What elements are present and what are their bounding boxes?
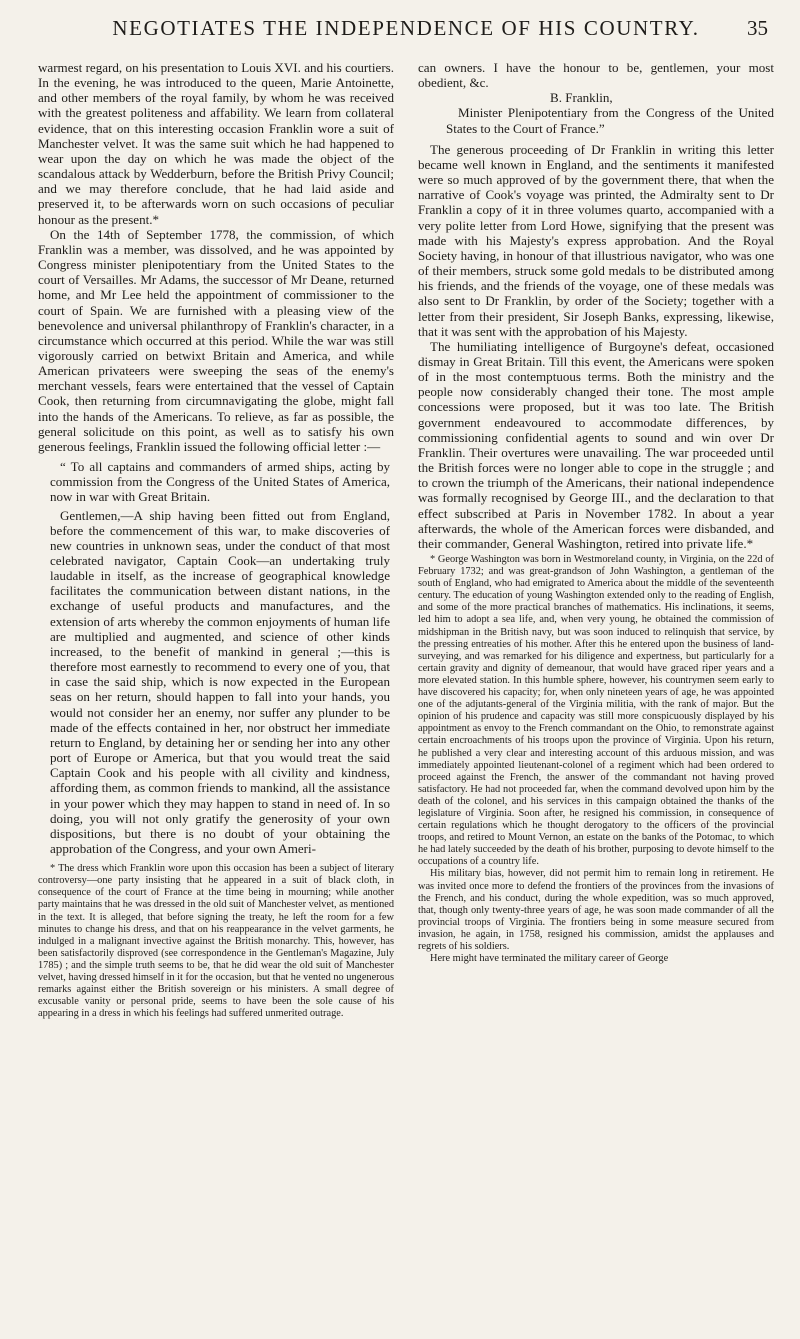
letter-body: Gentlemen,—A ship having been fitted out from England, before the commencement of this war, to make discoveries of new countries in unknown seas, under the conduct of that most celebrated navigator, Captain Cook—an undertaking truly laudable in itself, as the increase of geographical knowledge facilitates the communication between distant nations, in the exchange of useful products and manufactures, and the extension of arts whereby the common enjoyments of human life are multiplied and augmented, and science of other kinds increased, to the benefit of mankind in general ;—this is therefore most earnestly to recommend to every one of you, that in case the said ship, which is now expected in the European seas on her return, should happen to fall into your hands, you would not consider her an enemy, nor suffer any plunder to be made of the effects contained in her, nor obstruct her immediate return to England, by detaining her or sending her into any other port of Europe or America, but that you would treat the said Captain Cook and his people with all civility and kindness, affording them, as common friends to mankind, all the assistance in your power which they may happen to stand in need of. In so doing, you will not only gratify the generosity of your own dispositions, but there is no doubt of your obtaining the approbation of the Congress, and your own Ameri- [50,507,390,856]
paragraph-burgoyne: The humiliating intelligence of Burgoyne's defeat, occasioned dismay in Great Britain. Till this event, the Americans were spoken of in the most contemptuous terms. Both the ministry and the people now considerably changed their tone. The most ample concessions were proposed, but it was too late. The British government endeavoured to accommodate differences, by commissioning confidential agents to sound and win over Dr Franklin. Their overtures were unavailing. The war proceeded until the British forces were no longer able to cope in the struggle ; and to crown the triumph of the Americans, their national independence was formally recognised by George III., and the declaration to that effect subscribed at Paris in November 1782. In about a year afterwards, the whole of the American forces were disbanded, and their commander, General Washington, retired into private life.* [418,338,774,551]
paragraph-commission: On the 14th of September 1778, the commission, of which Franklin was a member, was dissolved, and he was appointed by Congress minister plenipotentiary from the United States to the court of Versailles. Mr Adams, the successor of Mr Deane, returned home, and Mr Lee held the appointment of commissioner to the court of Spain. We are furnished with a pleasing view of the benevolence and universal philanthropy of Franklin's character, in a circumstance which occurred at this period. While the war was still vigorously carried on betwixt Britain and America, and while American privateers were sweeping the seas of the enemy's merchant vessels, fears were entertained that the vessel of Captain Cook, then returning from circumnavigating the globe, might fall into the hands of the Americans. To relieve, as far as possible, the general solicitude on this point, as well as to satisfy his own generous feelings, Franklin issued the following official letter :— [38,226,394,454]
running-head [38,14,774,60]
letter-closing: can owners. I have the honour to be, gentlemen, your most obedient, &c. [418,60,774,91]
paragraph-cook-voyage: The generous proceeding of Dr Franklin in writing this letter became well known in England, and the sentiments it manifested were so much approved of by the government there, that when the narrative of Cook's voyage was printed, the Admiralty sent to Dr Franklin a copy of it in three volumes quarto, accompanied with a very polite letter from Lord Howe, signifying that the present was made with his Majesty's express approbation. And the Royal Society having, in honour of that illustrious navigator, who was one of their members, struck some gold medals to be distributed among his friends, and the friends of the voyage, one of these medals was also sent to Dr Franklin, by order of the Society; together with a letter from their president, Sir Joseph Banks, expressing, likewise, that it was sent with the approbation of his Majesty. [418,141,774,339]
paragraph-presentation: warmest regard, on his presentation to Louis XVI. and his courtiers. In the evening, he was introduced to the queen, Marie Antoinette, and other members of the royal family, by whom he was received with the greatest politeness and affability. We learn from collateral evidence, that on this interesting occasion Franklin wore a suit of Manchester velvet. It was the same suit which he had happened to wear upon the day on which he was made the object of the scandalous attack by Wedderburn, before the British Privy Council; and we may therefore conclude, that he had laid aside and preserved it, to be afterwards worn on such occasions of peculiar honour as the present.* [38,60,394,227]
footnote-washington [418,554,774,965]
footnote-dress-text: * The dress which Franklin wore upon this occasion has been a subject of literary controversy—one party insisting that he appeared in a suit of black cloth, in consequence of the court of France at the time being in mourning; while another party maintains that he was dressed in the old suit of Manchester velvet, as mentioned in the text. It is alleged, that before signing the treaty, he left the room for a few minutes to change his dress, and that on his reappearance in the velvet garments, he indulged in a malignant invective against the British monarchy. This, however, has been satisfactorily disproved (see correspondence in the Gentleman's Magazine, July 1785) ; and the simple truth seems to be, that he did wear the old suit of Manchester velvet, having dressed himself in it for the occasion, but that he vented no ungenerous remarks against either the British sovereign or his ministers. A small degree of excusable vanity or personal pride, seems to have been the sole cause of his appearing in a dress in which his feelings had suffered unmerited outrage. [38,863,394,1020]
letter-heading: “ To all captains and commanders of armed ships, acting by commission from the Congress of the United States of America, now in war with Great Britain. [50,459,390,505]
text-columns [38,60,774,1020]
signature-name: B. Franklin, [550,90,613,106]
page-number: 35 [747,16,768,40]
footnote-washington-3: Here might have terminated the military career of George [430,953,669,965]
letter-block [38,459,394,856]
left-column [38,60,394,1020]
footnote-washington-2: His military bias, however, did not permit him to remain long in retirement. He was invited once more to defend the frontiers of the provinces from the invasions of the French, and his conduct, during the whole expedition, was so much approved, that, though only twenty-three years of age, he was soon made commander of all the provincial troops of Virginia. The frontiers being in some measure secured from invasion, he again, in 1758, resigned his commission, amidst the applauses and regrets of his soldiers. [418,868,774,952]
running-title: NEGOTIATES THE INDEPENDENCE OF HIS COUNTRY. [112,16,700,40]
right-column [418,60,774,1020]
footnote-dress [38,863,394,1020]
signature-title: Minister Plenipotentiary from the Congress of the United States to the Court of France.” [446,105,774,136]
footnote-washington-1: * George Washington was born in Westmoreland county, in Virginia, on the 22d of February 1732; and was great-grandson of John Washington, a gentleman of the south of England, who had emigrated to America about the middle of the seventeenth century. The education of young Washington extended only to the reading of English, and some of the more practical branches of mathematics. His inclinations, it seems, led him to adopt a sea life, and, when very young, he obtained the commission of midshipman in the British navy, but was soon induced to relinquish that service, by the pressing entreaties of his mother. After this he entered upon the business of land-surveying, and was remarked for his diligence and expertness, but particularly for a certain gravity and dignity of demeanour, that would have graced riper years and a more elevated station. In this humble sphere, however, his countrymen seem early to have discovered his capacity; for, when only nineteen years of age, he was appointed one of the adjutants-general of the Virginia militia, with the rank of major. But the opinion of his prudence and capacity was still more conspicuously displayed by his appointment as envoy to the French commandant on the Ohio, to remonstrate against certain encroachments of his troops upon the province of Virginia. Upon his return, he published a very clear and interesting account of this arduous mission, and was immediately appointed lieutenant-colonel of a regiment which had been ordered to proceed against the French, the answer of the commandant not having proved satisfactory. He had not proceeded far, when the command devolved upon him by the death of the colonel, and his services in this campaign obtained the thanks of the legislature of Virginia. Soon after, he resigned his commission, in consequence of certain regulations which he thought derogatory to the officers of the provincial troops, and retired to Mount Vernon, an estate on the banks of the Potomac, to which he had lately succeeded by the death of his brother, purposing to devote himself to the occupations of a country life. [418,554,774,868]
